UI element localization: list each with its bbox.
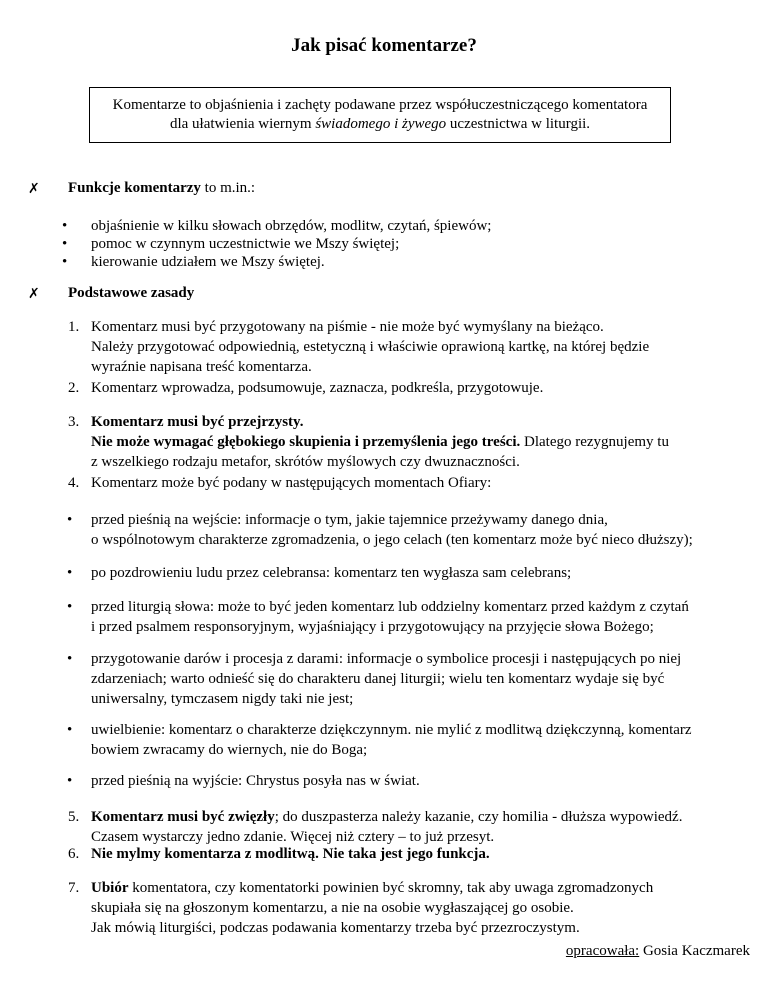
principle-5-rest: ; do duszpasterza należy kazanie, czy homilia - dłuższa wypowiedź. bbox=[274, 809, 683, 825]
principle-3-line: z wszelkiego rodzaju metafor, skrótów myślowych czy dwuznaczności. bbox=[91, 454, 520, 470]
author-name: Gosia Kaczmarek bbox=[639, 943, 750, 959]
item-number: 5. bbox=[68, 809, 80, 825]
principle-4: Komentarz może być podany w następujących momentach Ofiary: bbox=[91, 475, 492, 491]
functions-heading-bold: Funkcje komentarzy bbox=[68, 180, 201, 196]
principle-7-rest: komentatora, czy komentatorki powinien być skromny, tak aby uwaga zgromadzonych bbox=[128, 880, 654, 896]
author-credit bbox=[566, 941, 750, 961]
item-number: 3. bbox=[68, 414, 80, 430]
principle-1-line: Należy przygotować odpowiednią, estetyczną i właściwie oprawioną kartkę, na której będzie bbox=[91, 339, 650, 355]
intro-line-2-end: uczestnictwa w liturgii. bbox=[446, 116, 591, 132]
bullet-icon: • bbox=[67, 773, 73, 789]
principle-5-line: Czasem wystarczy jedno zdanie. Więcej niż cztery – to już przesyt. bbox=[91, 829, 495, 845]
principle-6: Nie mylmy komentarza z modlitwą. Nie taka jest jego funkcja. bbox=[91, 846, 490, 862]
moment-line: przed liturgią słowa: może to być jeden komentarz lub oddzielny komentarz przed każdym z czytań bbox=[91, 599, 689, 615]
item-number: 6. bbox=[68, 846, 80, 862]
intro-emphasis: świadomego i żywego bbox=[315, 116, 447, 132]
principle-5-line bbox=[91, 807, 751, 827]
author-label: opracowała: bbox=[565, 943, 640, 959]
page-title: Jak pisać komentarze? bbox=[291, 35, 477, 56]
bullet-icon: • bbox=[67, 722, 73, 738]
functions-heading-rest: to m.in.: bbox=[200, 180, 256, 196]
functions-item: kierowanie udziałem we Mszy świętej. bbox=[91, 254, 325, 270]
principle-7 bbox=[91, 878, 751, 938]
moment-line: przygotowanie darów i procesja z darami: informacje o symbolice procesji i następujących po niej bbox=[91, 651, 682, 667]
principle-7-bold: Ubiór bbox=[91, 880, 129, 896]
principle-1-line: wyraźnie napisana treść komentarza. bbox=[91, 359, 312, 375]
principle-3-bold: Nie może wymagać głębokiego skupienia i przemyślenia jego treści. bbox=[91, 434, 521, 450]
item-number: 4. bbox=[68, 475, 80, 491]
moment-line: bowiem zwracamy do wiernych, nie do Boga; bbox=[91, 742, 368, 758]
moment-line: i przed psalmem responsoryjnym, wyjaśniający i przygotowujący na przyjęcie słowa Bożego; bbox=[91, 619, 654, 635]
cross-mark-icon: ✗ bbox=[28, 182, 40, 197]
bullet-icon: • bbox=[67, 599, 73, 615]
intro-line-2-start: dla ułatwienia wiernym bbox=[169, 116, 316, 132]
moment-line: przed pieśnią na wejście: informacje o tym, jakie tajemnice przeżywamy danego dnia, bbox=[91, 512, 608, 528]
moment-line: o wspólnotowym charakterze zgromadzenia, o jego celach (ten komentarz może być nieco dłuższy); bbox=[91, 532, 693, 548]
moment-item bbox=[91, 597, 751, 637]
principle-3-rest: Dlatego rezygnujemy tu bbox=[520, 434, 669, 450]
principle-1-line: Komentarz musi być przygotowany na piśmie - nie może być wymyślany na bieżąco. bbox=[91, 319, 604, 335]
functions-heading bbox=[68, 178, 255, 198]
principle-3-line: Komentarz musi być przejrzysty. bbox=[91, 414, 304, 430]
intro-box bbox=[89, 87, 671, 143]
functions-item: objaśnienie w kilku słowach obrzędów, modlitw, czytań, śpiewów; bbox=[91, 218, 492, 234]
intro-line-1: Komentarze to objaśnienia i zachęty podawane przez współuczestniczącego komentatora bbox=[112, 97, 648, 113]
moment-item bbox=[91, 649, 751, 709]
moment-item: przed pieśnią na wyjście: Chrystus posyła nas w świat. bbox=[91, 773, 420, 789]
moment-item bbox=[91, 720, 751, 760]
bullet-icon: • bbox=[62, 254, 68, 270]
principle-7-line bbox=[91, 878, 751, 898]
functions-item: pomoc w czynnym uczestnictwie we Mszy świętej; bbox=[91, 236, 400, 252]
bullet-icon: • bbox=[67, 512, 73, 528]
bullet-icon: • bbox=[67, 651, 73, 667]
principle-2: Komentarz wprowadza, podsumowuje, zaznacza, podkreśla, przygotowuje. bbox=[91, 380, 544, 396]
principle-5 bbox=[91, 807, 751, 847]
moment-line: zdarzeniach; warto odnieść się do charakteru danej liturgii; wielu ten komentarz wydaje się być bbox=[91, 671, 665, 687]
moment-item bbox=[91, 510, 751, 550]
intro-line-2 bbox=[90, 115, 670, 134]
principle-3-line bbox=[91, 432, 751, 452]
bullet-icon: • bbox=[62, 218, 68, 234]
item-number: 2. bbox=[68, 380, 80, 396]
principle-3 bbox=[91, 412, 751, 472]
bullet-icon: • bbox=[67, 565, 73, 581]
principle-1 bbox=[91, 317, 751, 377]
principle-7-line: skupiała się na głoszonym komentarzu, a nie na osobie wygłaszającej go osobie. bbox=[91, 900, 574, 916]
principle-7-line: Jak mówią liturgiści, podczas podawania komentarzy trzeba być przezroczystym. bbox=[91, 920, 580, 936]
moment-line: uniwersalny, tymczasem nigdy taki nie jest; bbox=[91, 691, 354, 707]
bullet-icon: • bbox=[62, 236, 68, 252]
item-number: 7. bbox=[68, 880, 80, 896]
moment-line: uwielbienie: komentarz o charakterze dziękczynnym. nie mylić z modlitwą dziękczynną, komentarz bbox=[91, 722, 692, 738]
principle-5-bold: Komentarz musi być zwięzły bbox=[91, 809, 275, 825]
moment-item: po pozdrowieniu ludu przez celebransa: komentarz ten wygłasza sam celebrans; bbox=[91, 565, 572, 581]
item-number: 1. bbox=[68, 319, 80, 335]
principles-heading: Podstawowe zasady bbox=[68, 285, 195, 301]
cross-mark-icon: ✗ bbox=[28, 287, 40, 302]
